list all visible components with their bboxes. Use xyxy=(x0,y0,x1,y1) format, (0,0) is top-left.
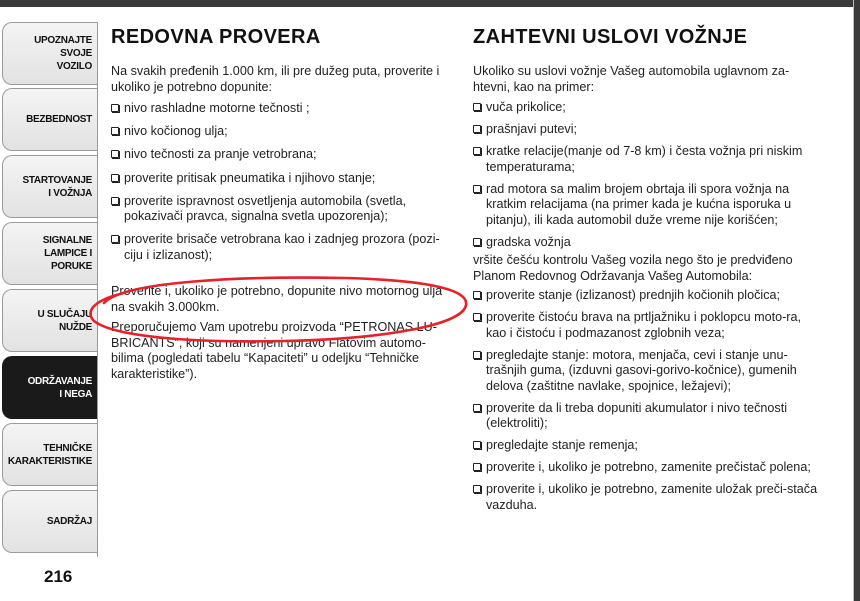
checkbox-icon xyxy=(473,125,481,133)
list-item-text: vuča prikolice; xyxy=(486,100,566,114)
list-item xyxy=(473,122,818,138)
tab-upoznajte[interactable] xyxy=(2,22,97,85)
conditions-list xyxy=(473,100,818,250)
checkbox-icon xyxy=(111,150,119,158)
routine-check-list xyxy=(111,101,457,263)
right-frame-bar xyxy=(854,0,860,601)
checkbox-icon xyxy=(111,197,119,205)
list-item xyxy=(473,100,818,116)
checkbox-icon xyxy=(473,291,481,299)
list-item xyxy=(473,144,818,175)
list-item-text: proverite ispravnost osvetljenja automobila (svetla, pokazivači pravca, signalna svetla upozorenja); xyxy=(124,193,407,224)
list-item-text: prašnjavi putevi; xyxy=(486,122,578,136)
list-item xyxy=(111,101,457,117)
list-item-text: proverite čistoću brava na prtljažniku i poklopcu moto-ra, kao i čistoću i podmazanost zglobnih veza; xyxy=(486,310,801,340)
tab-odrzavanje[interactable] xyxy=(2,356,97,419)
list-item xyxy=(473,482,818,513)
list-item xyxy=(473,438,818,454)
tab-label: BEZBEDNOST xyxy=(26,114,92,125)
section-title-zahtevni-uslovi: ZAHTEVNI USLOVI VOŽNJE xyxy=(473,26,748,48)
tab-u-slucaju-nuzde[interactable] xyxy=(2,289,97,352)
list-item-text: rad motora sa malim brojem obrtaja ili spora vožnja na kratkim relacijama (na primer kada je kućna isporuka u pitanju), ili kada automobil duže vreme nije korišćen; xyxy=(486,181,792,227)
left-intro: Na svakih pređenih 1.000 km, ili pre dužeg puta, proverite i ukoliko je potrebno dopunite: xyxy=(111,64,440,94)
oil-level-note: Proverite i, ukoliko je potrebno, dopunite nivo motornog ulja na svakih 3.000km. xyxy=(111,284,443,314)
tab-signalne-lampice[interactable] xyxy=(2,222,97,285)
list-item-text: proverite brisače vetrobrana kao i zadnjeg prozora (pozi-ciju i izlizanost); xyxy=(124,232,440,262)
list-item xyxy=(111,171,457,187)
right-column xyxy=(473,26,818,520)
checkbox-icon xyxy=(111,174,119,182)
list-item-text: kratke relacije(manje od 7-8 km) i česta vožnja pri niskim temperaturama; xyxy=(486,144,803,174)
checkbox-icon xyxy=(473,185,481,193)
checkbox-icon xyxy=(111,127,119,135)
tab-edge-line xyxy=(97,22,98,557)
list-item-text: nivo tečnosti za pranje vetrobrana; xyxy=(124,147,317,162)
tab-label: ODRŽAVANJE I NEGA xyxy=(27,375,92,400)
petronas-recommendation: Preporučujemo Vam upotrebu proizvoda “PETRONAS LU-BRICANTS”, koji su namenjeni upravo Fiatovim automo-bilima (pogledati tabelu “Kapaciteti” u odeljku “Tehničke karakteristike”). xyxy=(111,320,437,381)
list-item xyxy=(111,124,457,140)
checkbox-icon xyxy=(473,238,481,246)
left-column xyxy=(111,26,457,382)
list-item-text: pregledajte stanje remenja; xyxy=(486,438,638,452)
list-item-text: proverite i, ukoliko je potrebno, zamenite prečistač polena; xyxy=(486,460,811,474)
tab-label: SIGNALNE LAMPICE I PORUKE xyxy=(42,235,92,272)
tab-label: SADRŽAJ xyxy=(46,516,92,527)
checkbox-icon xyxy=(111,235,119,243)
right-intro: Ukoliko su uslovi vožnje Vašeg automobila uglavnom za-htevni, kao na primer: xyxy=(473,64,790,94)
list-item xyxy=(111,232,457,263)
list-item xyxy=(111,147,457,163)
tab-label: STARTOVANJE I VOŽNJA xyxy=(22,174,92,199)
list-item xyxy=(473,348,818,395)
list-item-text: proverite stanje (izlizanost) prednjih kočionih pločica; xyxy=(486,288,780,302)
top-frame-bar xyxy=(0,0,860,7)
list-item-text: proverite da li treba dopuniti akumulator i nivo tečnosti (elektroliti); xyxy=(486,400,788,430)
list-item-text: gradska vožnja xyxy=(486,234,571,249)
list-item-text: proverite pritisak pneumatika i njihovo stanje; xyxy=(124,170,376,185)
checkbox-icon xyxy=(473,404,481,412)
right-middle-text: vršite češću kontrolu Vašeg vozila nego što je predviđeno Planom Redovnog Održavanja Vašeg Automobila: xyxy=(473,253,793,283)
list-item-text: proverite i, ukoliko je potrebno, zamenite uložak preči-stača vazduha. xyxy=(486,482,818,512)
list-item xyxy=(473,182,818,229)
checkbox-icon xyxy=(473,441,481,449)
checks-list xyxy=(473,288,818,513)
list-item xyxy=(473,235,818,251)
page-number: 216 xyxy=(44,567,73,586)
checkbox-icon xyxy=(473,463,481,471)
checkbox-icon xyxy=(473,351,481,359)
tab-sadrzaj[interactable] xyxy=(2,490,97,553)
tab-startovanje[interactable] xyxy=(2,155,97,218)
list-item xyxy=(473,310,818,341)
tab-label: TEHNIČKE KARAKTERISTIKE xyxy=(7,442,92,467)
section-title-redovna-provera: REDOVNA PROVERA xyxy=(111,26,321,48)
list-item-text: pregledajte stanje: motora, menjača, cevi i stanje unu-trašnjih guma, (izduvni gasovi-gorivo-kočnice), gumenih delova (zaštitne navlake, spojnice, ležajevi); xyxy=(486,347,797,393)
checkbox-icon xyxy=(473,485,481,493)
tab-label: U SLUČAJU NUŽDE xyxy=(37,308,92,333)
tab-label: UPOZNAJTE SVOJE VOZILO xyxy=(34,35,92,72)
list-item xyxy=(111,194,457,225)
list-item xyxy=(473,460,818,476)
tab-bezbednost[interactable] xyxy=(2,88,97,151)
checkbox-icon xyxy=(473,147,481,155)
checkbox-icon xyxy=(473,103,481,111)
list-item xyxy=(473,401,818,432)
list-item-text: nivo kočionog ulja; xyxy=(124,124,228,139)
list-item-text: nivo rashladne motorne tečnosti ; xyxy=(124,101,310,115)
checkbox-icon xyxy=(473,313,481,321)
tab-tehnicke-karakteristike[interactable] xyxy=(2,423,97,486)
list-item xyxy=(473,288,818,304)
checkbox-icon xyxy=(111,104,119,112)
